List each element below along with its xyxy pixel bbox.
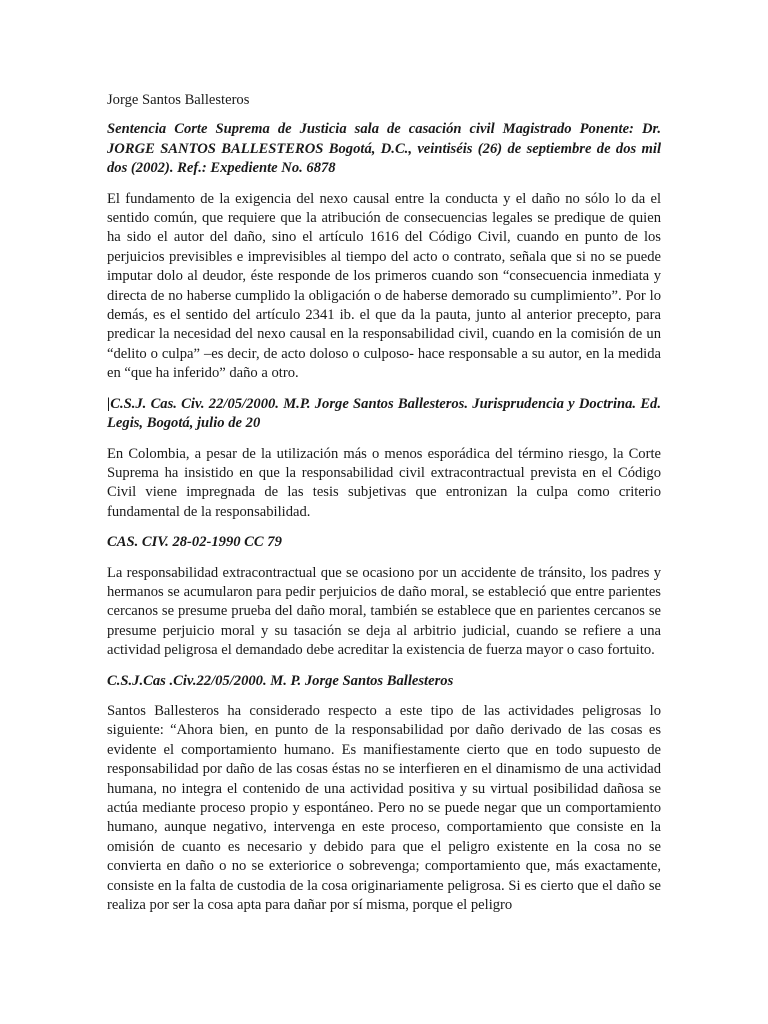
citation-heading: C.S.J.Cas .Civ.22/05/2000. M. P. Jorge Santos Ballesteros bbox=[107, 672, 454, 689]
body-paragraph: En Colombia, a pesar de la utilización más o menos esporádica del término riesgo, la Corte Suprema ha insistido en que la responsabilidad civil extracontractual prevista en el Código Civil viene impregnada de las tesis subjetivas que entronizan la culpa como criterio fundamental de la responsabilidad. bbox=[107, 445, 661, 520]
author-line: Jorge Santos Ballesteros bbox=[107, 92, 250, 108]
body-paragraph: El fundamento de la exigencia del nexo causal entre la conducta y el daño no sólo lo da el sentido común, que requiere que la atribución de consecuencias legales se predique de quien ha sido el autor del daño, sino el artículo 1616 del Código Civil, cuando en punto de los perjuicios previsibles e imprevisibles al tiempo del acto o contrato, señala que si no se puede imputar dolo al deudor, éste responde de los primeros cuando son “consecuencia inmediata y directa de no haberse cumplido la obligación o de haberse demorado su cumplimiento”. Por lo demás, es el sentido del artículo 2341 ib. el que da la pauta, junto al anterior precepto, para predicar la necesidad del nexo causal en la responsabilidad civil, cuando en la comisión de un “delito o culpa” –es decir, de acto doloso o culposo- hace responsable a su autor, en la medida en “que ha inferido” daño a otro. bbox=[107, 190, 661, 382]
document-body bbox=[107, 91, 661, 926]
citation-heading: Sentencia Corte Suprema de Justicia sala de casación civil Magistrado Ponente: Dr. JORGE SANTOS BALLESTEROS Bogotá, D.C., veintiséis (26) de septiembre de dos mil dos (2002). Ref.: Expediente No. 6878 bbox=[107, 121, 661, 177]
citation-heading: CAS. CIV. 28-02-1990 CC 79 bbox=[107, 534, 282, 551]
body-paragraph: Santos Ballesteros ha considerado respecto a este tipo de las actividades peligrosas lo siguiente: “Ahora bien, en punto de la responsabilidad por daño derivado de las cosas es evidente el comportamiento humano. Es manifiestamente cierto que en todo supuesto de responsabilidad por daño de las cosas éstas no se interfieren en el dinamismo de una actividad humana, no integra el contenido de una actividad positiva y su virtual posibilidad dañosa se actúa mediante proceso propio y espontáneo. Pero no se puede negar que un comportamiento humano, aunque negativo, intervenga en este proceso, comportamiento que consiste en la omisión de cuanto es necesario y debido para que el peligro existente en la cosa no se convierta en daño o no se exteriorice o sobrevenga; comportamiento que, más exactamente, consiste en la falta de custodia de la cosa originariamente peligrosa. Si es cierto que el daño se realiza por ser la cosa apta para dañar por sí misma, porque el peligro bbox=[107, 702, 661, 914]
body-paragraph: La responsabilidad extracontractual que se ocasiono por un accidente de tránsito, los padres y hermanos se acumularon para pedir perjuicios de daño moral, se estableció que entre parientes cercanos se presume prueba del daño moral, también se establece que en parientes cercanos se presume perjuicio moral y su tasación se deja al arbitrio judicial, cuando se refiere a una actividad peligrosa el demandado debe acreditar la existencia de fuerza mayor o caso fortuito. bbox=[107, 564, 661, 659]
citation-heading: |C.S.J. Cas. Civ. 22/05/2000. M.P. Jorge Santos Ballesteros. Jurisprudencia y Doctrina. Ed. Legis, Bogotá, julio de 20 bbox=[107, 395, 661, 432]
